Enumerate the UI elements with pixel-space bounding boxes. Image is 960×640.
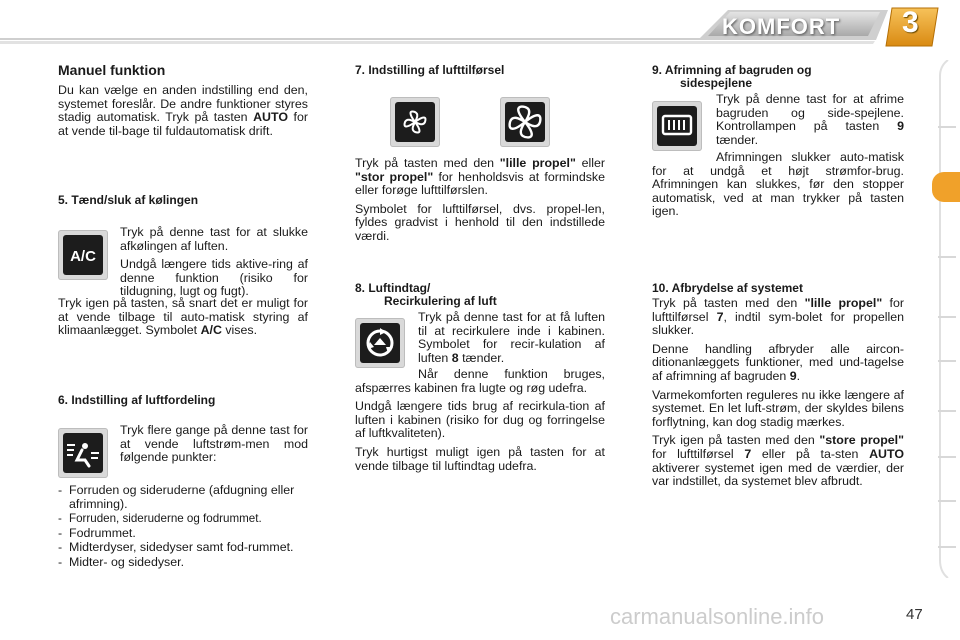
list-item: - Forruden og sideruderne (afdugning eller afrimning). — [58, 484, 308, 511]
small-fan-icon — [395, 102, 435, 142]
page-number: 47 — [906, 606, 923, 623]
section-5-text-a — [120, 226, 308, 304]
chapter-tab — [938, 360, 956, 362]
air-distribution-button — [58, 428, 108, 478]
small-fan-button — [390, 97, 440, 147]
heading-section-10: 10. Afbrydelse af systemet — [652, 281, 803, 295]
list-item: - Fodrummet. — [58, 527, 308, 541]
section-5-p1: Tryk på denne tast for at slukke afkølingen af luften. — [120, 225, 308, 253]
intro-paragraph: Du kan vælge en anden indstilling end den, systemet foreslår. De andre funktioner styres stadig automatisk. Tryk på tasten AUTO for at vende til-bage til fuldautomatisk drift. — [58, 83, 308, 138]
chapter-tab — [938, 456, 956, 458]
ac-button — [58, 230, 108, 280]
section-title-manual: Manuel funktion — [58, 62, 166, 78]
ac-label: A/C — [70, 248, 96, 265]
list-item: - Forruden, sideruderne og fodrummet. — [58, 512, 308, 526]
recirculation-button — [355, 318, 405, 368]
section-9-text-a: Tryk på denne tast for at afrime bagruden og side-spejlene. Kontrollampen på tasten 9 tænder. — [716, 92, 904, 147]
recirculation-icon — [360, 323, 400, 363]
section-6-text: Tryk flere gange på denne tast for at vende luftstrøm-men mod følgende punkter: — [120, 423, 308, 465]
watermark: carmanualsonline.info — [610, 604, 825, 629]
large-fan-button — [500, 97, 550, 147]
heading-section-9: 9. Afrimning af bagruden og sidespejlene — [652, 63, 812, 90]
chapter-tab — [938, 410, 956, 412]
heading-section-6: 6. Indstilling af luftfordeling — [58, 393, 216, 407]
chapter-tab — [938, 256, 956, 258]
section-8-text-c: Når denne funktion bruges, afspærres kabinen fra lugte og røg udefra. Undgå længere tids brug af recirkula-tion af luften i kabinen (risiko for dug og forringelse af luftkvaliteten). Tryk hurtigst muligt igen på tasten for at vende tilbage til luftindtag udefra. — [355, 367, 605, 473]
heading-section-5: 5. Tænd/sluk af kølingen — [58, 193, 199, 207]
chapter-tab — [938, 126, 956, 128]
section-10-text: Tryk på tasten med den "lille propel" for lufttilførsel 7, indtil sym-bolet for propellen slukker. Denne handling afbryder alle aircon-ditionanlæggets funktioner, med und-tagelse af afrimning af bagruden 9. Varmekomforten reguleres nu ikke længere af systemet. En let luft-strøm, der skyldes bilens forflytning, kan dog stadig mærkes. Tryk igen på tasten med den "store propel" for lufttilførsel 7 eller på ta-sten AUTO aktiverer systemet igen med de værdier, der var indstillet, da systemet blev afbrudt. — [652, 296, 905, 489]
heading-section-7: 7. Indstilling af lufttilførsel — [355, 63, 505, 77]
heading-section-8: 8. Luftindtag/ Recirkulering af luft — [355, 281, 497, 308]
chapter-tab-active — [932, 172, 960, 202]
chapter-title: KOMFORT — [722, 14, 841, 39]
chapter-tab — [938, 316, 956, 318]
chapter-tab — [938, 500, 956, 502]
section-6-list — [58, 484, 308, 571]
section-5-text-b: Tryk igen på tasten, så snart det er muligt for at vende tilbage til auto-matisk styring af klimaanlægget. Symbolet A/C vises. — [58, 296, 308, 338]
section-5-p2: Undgå længere tids aktive-ring af denne funktion (risiko for tildugning, lugt og fugt). — [120, 257, 308, 299]
rear-defrost-button — [652, 101, 702, 151]
chapter-tabs — [934, 60, 960, 578]
chapter-number: 3 — [902, 6, 919, 39]
air-distribution-icon — [63, 433, 103, 473]
chapter-tab — [938, 546, 956, 548]
section-9-text-b: Afrimningen slukker auto-matisk for at undgå et højt strømfor-brug. Afrimningen kan slukkes, før den stopper automatisk, ved at man trykker på tasten igen. — [652, 150, 904, 219]
section-7-text: Tryk på tasten med den "lille propel" eller "stor propel" for henholdsvis at formindske eller forøge lufttilførslen. Symbolet for lufttilførsel, dvs. propel-len, fyldes gradvist i henhold til den indstillede værdi. — [355, 156, 606, 243]
section-8-text-a: Tryk på denne tast for at få luften til at recirkulere inde i kabinen. Symbolet for recir-kulation af luften 8 tænder. — [418, 310, 605, 365]
list-item: - Midter- og sidedyser. — [58, 556, 308, 570]
large-fan-icon — [505, 102, 545, 142]
rear-defrost-icon — [657, 106, 697, 146]
list-item: - Midterdyser, sidedyser samt fod-rummet. — [58, 541, 308, 555]
